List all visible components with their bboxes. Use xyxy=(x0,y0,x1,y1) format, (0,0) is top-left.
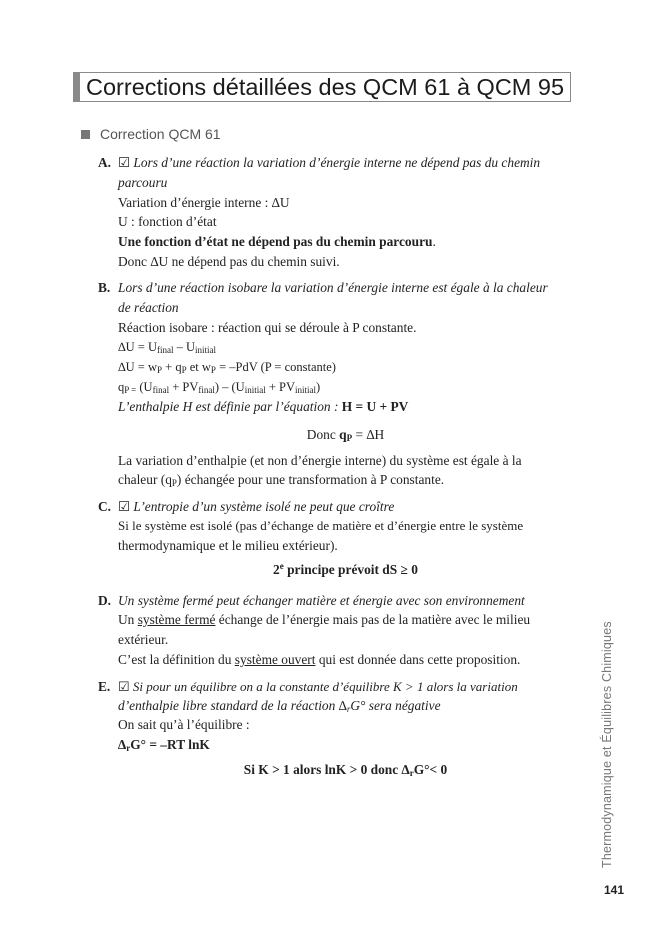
item-b-statement: Lors d’une réaction isobare la variation d’énergie interne est égale à la chaleur xyxy=(118,280,548,295)
item-d-line: Un système fermé échange de l’énergie mais pas de la matière avec le milieu xyxy=(118,612,531,627)
item-b-conclusion-cont: chaleur $(q_P)$ échangée pour une transformation à P constante. xyxy=(118,472,445,488)
item-e-statement-cont: d’enthalpie libre standard de la réaction $\Delta_rG^\circ$ sera négative xyxy=(118,698,441,714)
item-d-line: C’est la définition du système ouvert qui est donnée dans cette proposition. xyxy=(118,652,521,667)
item-a-label: A. xyxy=(98,155,112,170)
item-e-line: On sait qu’à l’équilibre : xyxy=(118,717,250,732)
item-d-statement: Un système fermé peut échanger matière et énergie avec son environnement xyxy=(118,593,525,608)
item-a-line: Variation d’énergie interne : ∆U xyxy=(118,195,290,210)
item-b-centered-equation: Donc $q_P = \Delta H$ xyxy=(306,427,385,443)
item-b-equation-2: $\Delta U = w_P + q_P$ et $w_P = -PdV$ (P = constante) xyxy=(118,360,336,375)
checkbox-icon: ☑ xyxy=(118,155,131,170)
item-b-line: Réaction isobare : réaction qui se déroule à P constante. xyxy=(118,320,417,335)
item-e-result: Si K > 1 alors lnK > 0 donc $\Delta_rG^\circ< 0$ xyxy=(243,762,448,778)
item-b-equation-3: $q_{P =}$ $(U_{final} + PV_{final}) - (U_{initial} + PV_{initial})$ xyxy=(118,380,321,395)
item-c-statement: ☑ L’entropie d’un système isolé ne peut que croître xyxy=(118,499,395,514)
item-b-enthalpy-definition: L’enthalpie H est définie par l’équation : H = U + PV xyxy=(118,399,409,414)
item-c-line: Si le système est isolé (pas d’échange de matière et d’énergie entre le système xyxy=(118,518,524,533)
item-a-statement-cont: parcouru xyxy=(118,175,168,190)
item-e-statement: ☑ Si pour un équilibre on a la constante d’équilibre K > 1 alors la variation xyxy=(118,679,518,694)
item-c-line: thermodynamique et le milieu extérieur). xyxy=(118,538,338,553)
item-c-principle: 2e principe prévoit dS ≥ 0 xyxy=(273,561,418,577)
page-number: 141 xyxy=(604,883,625,897)
item-e-equation: $\Delta_rG^\circ = -RT$ lnK xyxy=(118,737,210,753)
item-a-line: Une fonction d’état ne dépend pas du chemin parcouru. xyxy=(118,234,436,249)
item-b-statement-cont: de réaction xyxy=(118,300,179,315)
checkbox-icon: ☑ xyxy=(118,679,130,694)
page-title: Corrections détaillées des QCM 61 à QCM 95 xyxy=(73,72,571,102)
section-heading-text: Correction QCM 61 xyxy=(100,126,221,142)
item-c-label: C. xyxy=(98,499,112,514)
item-b-label: B. xyxy=(98,280,111,295)
item-a-statement: ☑ Lors d’une réaction la variation d’énergie interne ne dépend pas du chemin xyxy=(118,155,541,170)
side-running-title: Thermodynamique et Équilibres Chimiques xyxy=(600,621,614,868)
item-a-line: Donc ∆U ne dépend pas du chemin suivi. xyxy=(118,254,340,269)
checkbox-icon: ☑ xyxy=(118,499,131,514)
item-d-line: extérieur. xyxy=(118,632,169,647)
square-bullet-icon xyxy=(81,130,90,139)
item-d-label: D. xyxy=(98,593,112,608)
item-a-line: U : fonction d’état xyxy=(118,214,217,229)
item-b-equation-1: $\Delta U = U_{final} - U_{initial}$ xyxy=(118,340,217,355)
item-b-conclusion: La variation d’enthalpie (et non d’énergie interne) du système est égale à la xyxy=(118,453,522,468)
item-e-label: E. xyxy=(98,679,111,694)
section-heading xyxy=(81,126,221,142)
